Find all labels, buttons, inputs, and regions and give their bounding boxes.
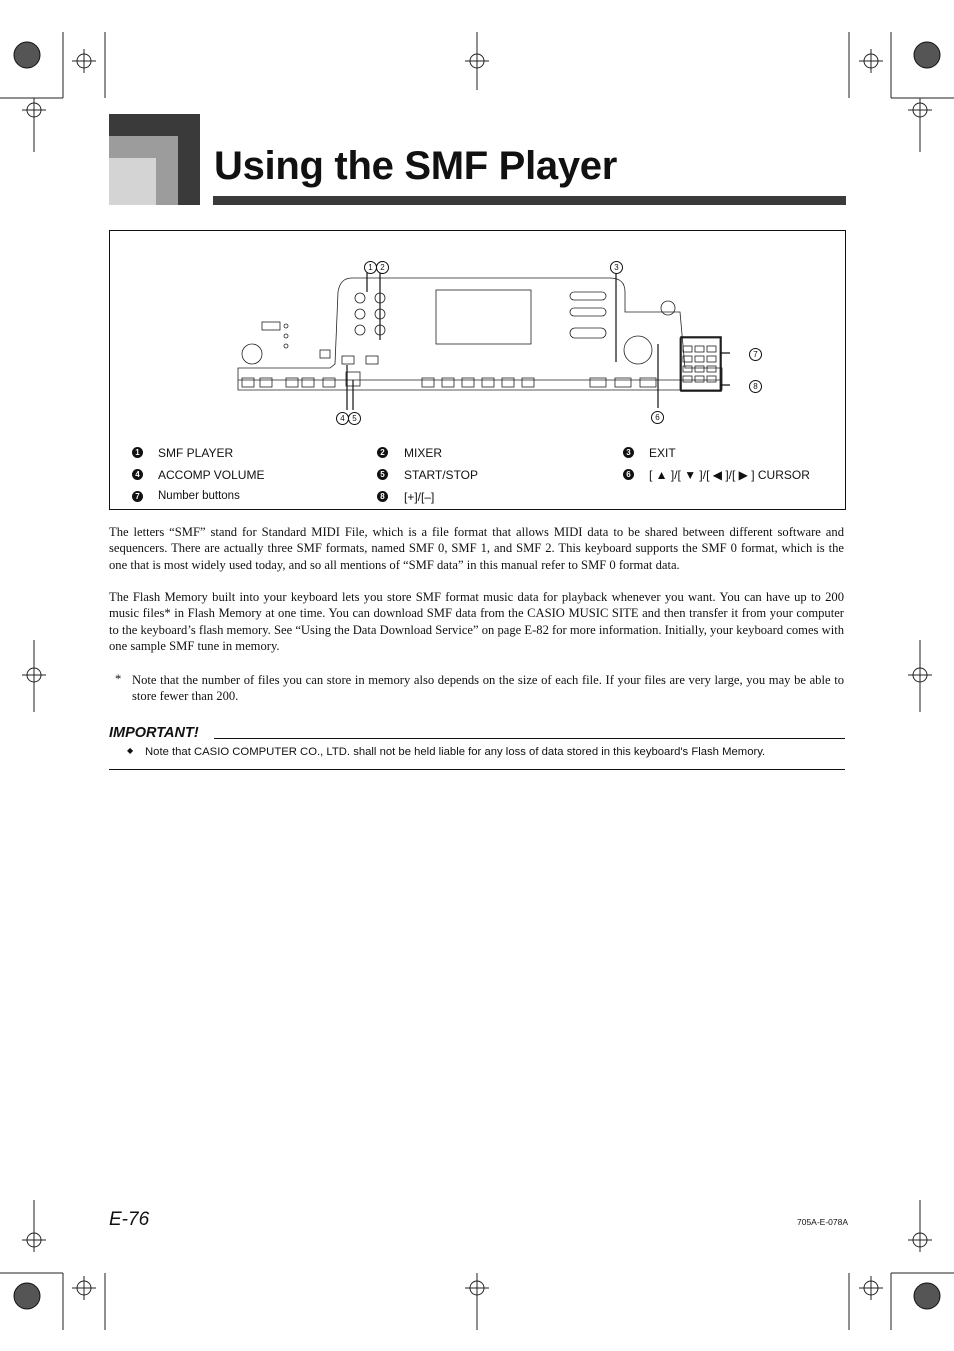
legend-number-buttons: Number buttons bbox=[158, 490, 240, 502]
bullet-icon: ◆ bbox=[127, 746, 134, 755]
callout-4: 4 bbox=[336, 412, 349, 425]
page-number: E-76 bbox=[109, 1209, 150, 1230]
legend-plus-minus: [+]/[–] bbox=[404, 490, 435, 504]
callout-7: 7 bbox=[749, 348, 762, 361]
legend-accomp-volume: ACCOMP VOLUME bbox=[158, 468, 265, 482]
legend-num-2: 2 bbox=[377, 447, 388, 458]
legend-num-5: 5 bbox=[377, 469, 388, 480]
page-title: Using the SMF Player bbox=[214, 144, 617, 188]
callout-5: 5 bbox=[348, 412, 361, 425]
legend-cursor: [ ▲ ]/[ ▼ ]/[ ◀ ]/[ ▶ ] CURSOR bbox=[649, 468, 810, 482]
legend-num-4: 4 bbox=[132, 469, 143, 480]
callout-3: 3 bbox=[610, 261, 623, 274]
important-heading: IMPORTANT! bbox=[109, 725, 199, 741]
legend-start-stop: START/STOP bbox=[404, 468, 479, 482]
callout-2: 2 bbox=[376, 261, 389, 274]
header-block-light bbox=[109, 158, 156, 205]
legend-num-7: 7 bbox=[132, 491, 143, 502]
legend-smf-player: SMF PLAYER bbox=[158, 446, 234, 460]
important-rule bbox=[214, 738, 845, 739]
legend-num-3: 3 bbox=[623, 447, 634, 458]
footnote-text: Note that the number of files you can store in memory also depends on the size of each file. If your files are very large, you may be able to store fewer than 200. bbox=[132, 673, 844, 704]
document-code: 705A-E-078A bbox=[797, 1217, 849, 1227]
paragraph-flash-memory: The Flash Memory built into your keyboard lets you store SMF format music data for playback whenever you want. You can have up to 200 music files* in Flash Memory at one time. You can download SMF data from the CASIO MUSIC SITE and then transfer it from your computer to the keyboard’s flash memory. See “Using the Data Download Service” on page E-82 for more information. Initially, your keyboard comes with one sample SMF tune in memory. bbox=[109, 590, 844, 653]
callout-6: 6 bbox=[651, 411, 664, 424]
legend-exit: EXIT bbox=[649, 446, 676, 460]
legend-mixer: MIXER bbox=[404, 446, 443, 460]
callout-1: 1 bbox=[364, 261, 377, 274]
important-text: Note that CASIO COMPUTER CO., LTD. shall not be held liable for any loss of data stored in this keyboard's Flash Memory. bbox=[145, 746, 766, 758]
legend-num-8: 8 bbox=[377, 491, 388, 502]
footnote-mark: * bbox=[115, 672, 122, 686]
important-bottom-rule bbox=[109, 769, 845, 770]
paragraph-smf-intro: The letters “SMF” stand for Standard MIDI File, which is a file format that allows MIDI data to be shared between different software and sequencers. There are actually three SMF formats, named SMF 0, SMF 1, and SMF 2. This keyboard supports the SMF 0 format, which is the one that is most widely used today, and so all mentions of “SMF data” in this manual refer to SMF 0 format data. bbox=[109, 525, 844, 572]
keyboard-panel-illustration bbox=[230, 272, 730, 422]
legend-num-6: 6 bbox=[623, 469, 634, 480]
title-underline bbox=[213, 196, 846, 205]
legend-num-1: 1 bbox=[132, 447, 143, 458]
callout-8: 8 bbox=[749, 380, 762, 393]
